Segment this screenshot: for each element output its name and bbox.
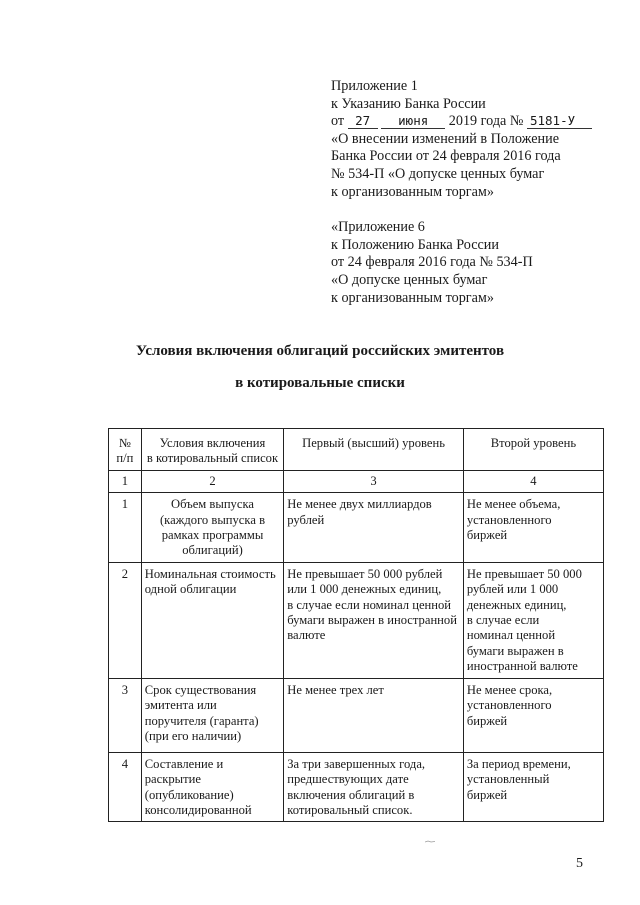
- amendment-line-2: Банка России от 24 февраля 2016 года: [331, 148, 561, 165]
- cell-line: в случае если: [466, 613, 540, 628]
- table-row: [109, 752, 604, 822]
- first-level-cell: [284, 493, 464, 563]
- second-level-cell: [463, 752, 603, 822]
- cell-line: (каждого выпуска в: [159, 512, 266, 527]
- scan-mark-decoration: [425, 840, 435, 844]
- table-row: [109, 678, 604, 752]
- cell-line: бумаги выражен в: [466, 643, 564, 658]
- row-number: 1: [109, 493, 142, 563]
- header-cell-second-level: Второй уровень: [463, 429, 603, 471]
- cell-line: Не превышает 50 000: [466, 566, 582, 581]
- cell-line: Не менее двух миллиардов: [287, 497, 432, 512]
- cell-line: биржей: [466, 528, 508, 543]
- cell-line: раскрытие: [144, 772, 201, 787]
- cell-line: валюте: [287, 628, 326, 643]
- cell-line: (опубликование): [144, 787, 234, 802]
- appendix-title: Приложение 1: [331, 78, 418, 94]
- cell-line: Не менее срока,: [466, 682, 553, 697]
- cell-line: облигаций): [182, 543, 243, 558]
- cell-line: Объем выпуска: [171, 497, 254, 512]
- cell-line: установленный: [466, 772, 550, 787]
- cell-line: номинал ценной: [466, 628, 556, 643]
- header-cell-conditions: [141, 429, 283, 471]
- handwritten-day: 27: [348, 114, 378, 129]
- cell-line: иностранной валюте: [466, 659, 578, 674]
- first-level-cell: [284, 678, 464, 752]
- instruction-date-line: [331, 113, 621, 131]
- second-level-cell: [463, 678, 603, 752]
- cell-line: установленного: [466, 698, 552, 713]
- conditions-table: [108, 428, 604, 822]
- cell-line: Не менее трех лет: [287, 682, 384, 697]
- header-gap: [331, 201, 621, 219]
- second-level-cell: [463, 493, 603, 563]
- header-cell-number: [109, 429, 142, 471]
- row-number: 2: [109, 562, 142, 678]
- appendix-header: [331, 78, 621, 307]
- annex-line-4: «О допуске ценных бумаг: [331, 271, 488, 288]
- cell-line: Не менее объема,: [466, 497, 561, 512]
- first-level-cell: [284, 562, 464, 678]
- table-header-row: [109, 429, 604, 471]
- column-number: 2: [141, 470, 283, 492]
- condition-cell: [141, 562, 283, 678]
- cell-line: биржей: [466, 713, 508, 728]
- cell-line: поручителя (гаранта): [144, 713, 259, 728]
- second-level-cell: [463, 562, 603, 678]
- page-number: 5: [576, 856, 583, 871]
- cell-line: включения облигаций в: [287, 787, 415, 802]
- table-row: [109, 562, 604, 678]
- condition-cell: [141, 752, 283, 822]
- cell-line: За три завершенных года,: [287, 756, 426, 771]
- header-cell-first-level: Первый (высший) уровень: [284, 429, 464, 471]
- cell-line: предшествующих дате: [287, 772, 409, 787]
- amendment-line-4: к организованным торгам»: [331, 183, 494, 200]
- header-number-abbr: п/п: [116, 451, 134, 466]
- condition-cell: [141, 678, 283, 752]
- column-number: 1: [109, 470, 142, 492]
- document-title-line-1: Условия включения облигаций российских эмитентов: [135, 343, 505, 359]
- header-number-symbol: №: [118, 436, 131, 450]
- column-number-row: [109, 470, 604, 492]
- date-prefix: от: [331, 113, 345, 130]
- date-year: 2019 года №: [448, 113, 524, 130]
- column-number: 3: [284, 470, 464, 492]
- table-row: [109, 493, 604, 563]
- annex-line-1: «Приложение 6: [331, 219, 425, 236]
- row-number: 4: [109, 752, 142, 822]
- first-level-cell: [284, 752, 464, 822]
- handwritten-doc-number: 5181-У: [527, 114, 592, 129]
- cell-line: За период времени,: [466, 756, 571, 771]
- condition-cell: [141, 493, 283, 563]
- cell-line: одной облигации: [144, 582, 237, 597]
- cell-line: Не превышает 50 000 рублей: [287, 566, 443, 581]
- cell-line: Составление и: [144, 756, 224, 771]
- column-number: 4: [463, 470, 603, 492]
- cell-line: рублей: [287, 512, 325, 527]
- cell-line: в случае если номинал ценной: [287, 597, 452, 612]
- cell-line: эмитента или: [144, 698, 217, 713]
- amendment-line-3: № 534-П «О допуске ценных бумаг: [331, 165, 545, 182]
- cell-line: Срок существования: [144, 682, 257, 697]
- instruction-ref: к Указанию Банка России: [331, 95, 486, 112]
- cell-line: консолидированной: [144, 802, 252, 817]
- row-number: 3: [109, 678, 142, 752]
- cell-line: (при его наличии): [144, 728, 242, 743]
- header-conditions-line-2: в котировальный список: [146, 451, 279, 466]
- amendment-line-1: «О внесении изменений в Положение: [331, 130, 560, 147]
- cell-line: рублей или 1 000: [466, 582, 559, 597]
- cell-line: рамках программы: [161, 528, 264, 543]
- cell-line: или 1 000 денежных единиц,: [287, 582, 442, 597]
- annex-line-3: от 24 февраля 2016 года № 534-П: [331, 254, 533, 271]
- cell-line: котировальный список.: [287, 802, 413, 817]
- header-conditions-line-1: Условия включения: [159, 436, 266, 450]
- cell-line: денежных единиц,: [466, 597, 567, 612]
- handwritten-month: июня: [381, 114, 445, 129]
- annex-line-5: к организованным торгам»: [331, 289, 494, 306]
- document-title-line-2: в котировальные списки: [235, 375, 405, 391]
- cell-line: Номинальная стоимость: [144, 566, 276, 581]
- cell-line: бумаги выражен в иностранной: [287, 613, 457, 628]
- cell-line: установленного: [466, 512, 552, 527]
- cell-line: биржей: [466, 787, 508, 802]
- annex-line-2: к Положению Банка России: [331, 236, 499, 253]
